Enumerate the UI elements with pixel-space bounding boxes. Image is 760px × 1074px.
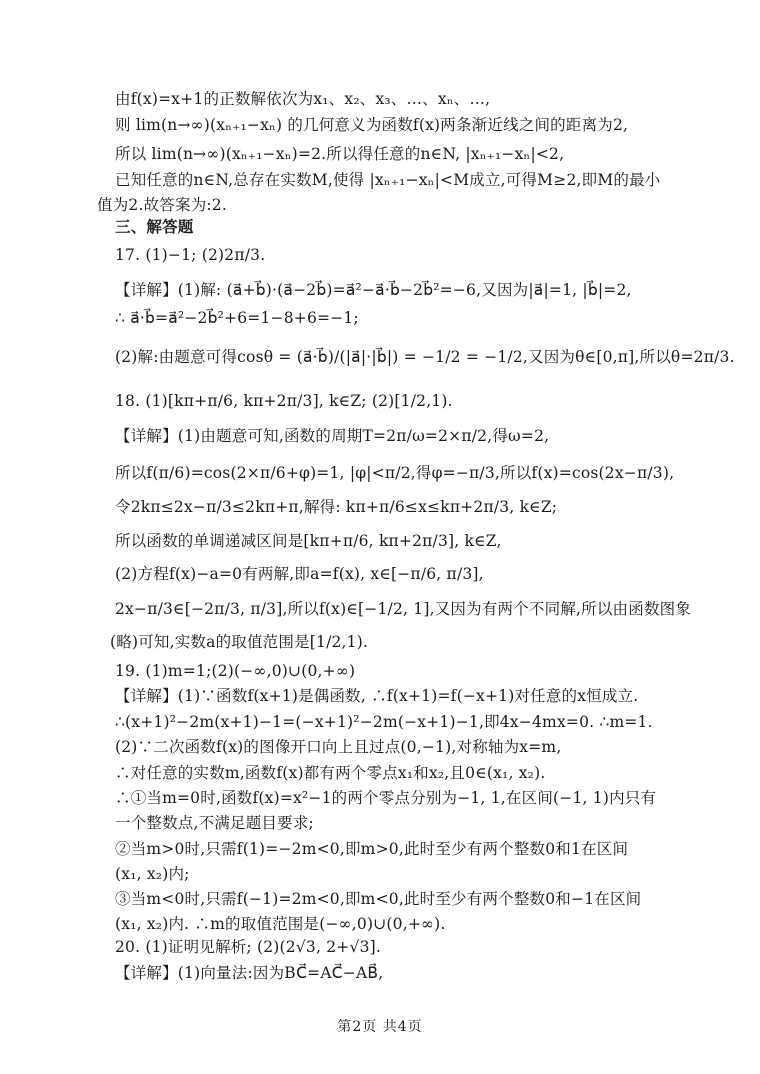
text-line-8: 【详解】(1)解: (a⃗+b⃗)·(a⃗−2b⃗)=a⃗²−a⃗·b⃗−2b⃗²=−6,又因为|a⃗|=1, |b⃗|=2, [115, 281, 632, 299]
text-line-9: ∴ a⃗·b⃗=a⃗²−2b⃗²+6=1−8+6=−1; [115, 309, 359, 327]
text-line-4: 已知任意的n∈N,总存在实数M,使得 |xₙ₊₁−xₙ|<M成立,可得M≥2,即M的最小 [115, 171, 661, 189]
text-line-29: (x₁, x₂)内. ∴m的取值范围是(−∞,0)∪(0,+∞). [115, 915, 446, 933]
text-line-26: ②当m>0时,只需f(1)=−2m<0,即m>0,此时至少有两个整数0和1在区间 [115, 840, 629, 858]
answer-18: 18. (1)[kπ+π/6, kπ+2π/3], k∈Z; (2)[1/2,1). [115, 392, 453, 410]
answer-19: 19. (1)m=1;(2)(−∞,0)∪(0,+∞) [115, 662, 356, 680]
text-line-25: 一个整数点,不满足题目要求; [115, 814, 314, 832]
text-line-28: ③当m<0时,只需f(−1)=2m<0,即m<0,此时至少有两个整数0和−1在区间 [115, 890, 642, 908]
section-heading: 三、解答题 [115, 217, 194, 236]
text-line-5: 值为2.故答案为:2. [97, 196, 227, 214]
text-line-1: 由f(x)=x+1的正数解依次为x₁、x₂、x₃、…、xₙ、…, [115, 90, 491, 108]
text-line-23: ∴对任意的实数m,函数f(x)都有两个零点x₁和x₂,且0∈(x₁, x₂). [115, 764, 546, 782]
text-line-12: 【详解】(1)由题意可知,函数的周期T=2π/ω=2×π/2,得ω=2, [115, 427, 550, 445]
text-line-14: 令2kπ≤2x−π/3≤2kπ+π,解得: kπ+π/6≤x≤kπ+2π/3, k∈Z; [115, 498, 558, 516]
text-line-2: 则 lim(n→∞)(xₙ₊₁−xₙ) 的几何意义为函数f(x)两条渐近线之间的距离为2, [115, 116, 629, 134]
answer-20: 20. (1)证明见解析; (2)(2√3, 2+√3]. [115, 938, 382, 956]
text-line-16: (2)方程f(x)−a=0有两解,即a=f(x), x∈[−π/6, π/3], [115, 565, 484, 583]
text-line-21: ∴(x+1)²−2m(x+1)−1=(−x+1)²−2m(−x+1)−1,即4x−4mx=0. ∴m=1. [115, 713, 653, 731]
text-line-13: 所以f(π/6)=cos(2×π/6+φ)=1, |φ|<π/2,得φ=−π/3,所以f(x)=cos(2x−π/3), [115, 464, 675, 482]
text-line-22: (2)∵二次函数f(x)的图像开口向上且过点(0,−1),对称轴为x=m, [115, 738, 562, 756]
text-line-20: 【详解】(1)∵函数f(x+1)是偶函数, ∴f(x+1)=f(−x+1)对任意的x恒成立. [115, 687, 639, 705]
page-footer: 第2页 共4页 [337, 1019, 423, 1035]
text-line-10: (2)解:由题意可得cosθ = (a⃗·b⃗)/(|a⃗|·|b⃗|) = −1/2 = −1/2,又因为θ∈[0,π],所以θ=2π/3. [115, 348, 735, 366]
text-line-15: 所以函数的单调递减区间是[kπ+π/6, kπ+2π/3], k∈Z, [115, 532, 502, 550]
text-line-31: 【详解】(1)向量法:因为BC⃗=AC⃗−AB⃗, [115, 964, 384, 982]
text-line-24: ∴①当m=0时,函数f(x)=x²−1的两个零点分别为−1, 1,在区间(−1, 1)内只有 [115, 789, 657, 807]
text-line-18: (略)可知,实数a的取值范围是[1/2,1). [110, 633, 369, 651]
answer-17: 17. (1)−1; (2)2π/3. [115, 246, 266, 264]
text-line-17: 2x−π/3∈[−2π/3, π/3],所以f(x)∈[−1/2, 1],又因为有两个不同解,所以由函数图象 [115, 600, 692, 618]
text-line-3: 所以 lim(n→∞)(xₙ₊₁−xₙ)=2.所以得任意的n∈N, |xₙ₊₁−xₙ|<2, [115, 145, 565, 163]
text-line-27: (x₁, x₂)内; [115, 865, 190, 883]
